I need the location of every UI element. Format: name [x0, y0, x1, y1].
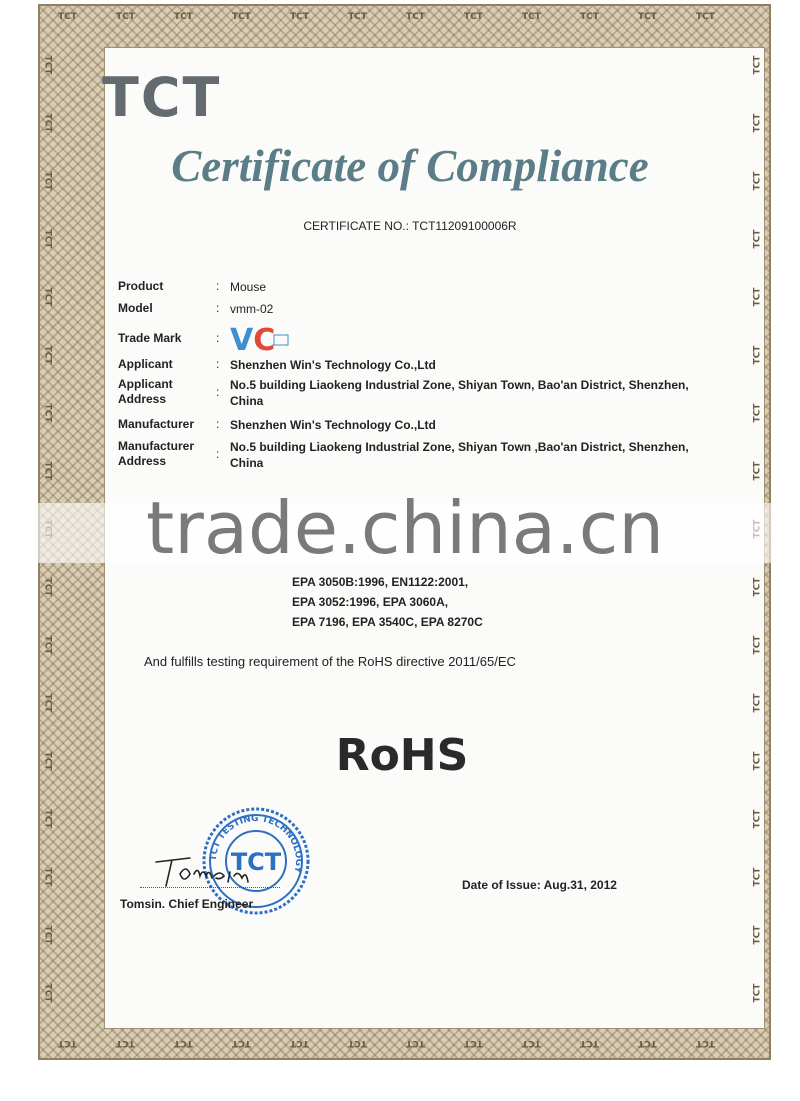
border-tag: TCT — [638, 12, 657, 22]
border-tag: TCT — [174, 1038, 193, 1048]
field-label: Applicant — [118, 357, 173, 371]
border-tag: TCT — [752, 345, 763, 365]
signature-script: Tomsin — [150, 852, 154, 853]
border-tag: TCT — [42, 751, 53, 771]
field-label: Applicant Address — [118, 377, 173, 406]
border-tag: TCT — [42, 403, 53, 423]
certificate-fields — [118, 279, 708, 479]
border-tag: TCT — [42, 693, 53, 713]
signer-name: Tomsin. Chief Engineer — [120, 897, 254, 911]
seal-ring-text: TCT TESTING TECHNOLOGY — [208, 813, 304, 874]
border-tag: TCT — [42, 461, 53, 481]
field-label: Model — [118, 301, 153, 315]
field-value: vmm-02 — [230, 302, 274, 316]
border-tag: TCT — [752, 229, 763, 249]
certificate-number: CERTIFICATE NO.: TCT11209100006R — [303, 219, 517, 233]
field-applicant — [118, 357, 708, 377]
field-value: No.5 building Liaokeng Industrial Zone, Shiyan Town, Bao'an District, Shenzhen, China — [230, 378, 689, 408]
border-tag: TCT — [174, 12, 193, 22]
svg-text:VC — [230, 323, 275, 353]
border-tag: TCT — [42, 983, 53, 1003]
border-tag: TCT — [696, 1038, 715, 1048]
border-tag: TCT — [58, 12, 77, 22]
border-tag: TCT — [752, 635, 763, 655]
standard-line: EPA 3050B:1996, EN1122:2001, — [292, 575, 469, 589]
border-tag: TCT — [580, 12, 599, 22]
border-tag: TCT — [42, 635, 53, 655]
field-label: Manufacturer — [118, 417, 195, 431]
border-tag: TCT — [116, 12, 135, 22]
border-tag: TCT — [42, 809, 53, 829]
field-value: Mouse — [230, 280, 267, 294]
border-tag: TCT — [696, 12, 715, 22]
field-label: Product — [118, 279, 164, 293]
tct-logo: TCT — [102, 66, 222, 129]
field-value: Shenzhen Win's Technology Co.,Ltd — [230, 358, 436, 372]
watermark: trade.china.cn — [146, 486, 664, 570]
border-tag: TCT — [42, 171, 53, 191]
standard-line: EPA 3052:1996, EPA 3060A, — [292, 595, 449, 609]
border-tag: TCT — [464, 1038, 483, 1048]
border-tag: TCT — [638, 1038, 657, 1048]
field-colon: : — [216, 447, 220, 461]
border-tag: TCT — [42, 925, 53, 945]
border-tag: TCT — [752, 925, 763, 945]
border-tag: TCT — [42, 345, 53, 365]
border-tag: TCT — [752, 55, 763, 75]
field-model — [118, 301, 708, 323]
field-colon: : — [216, 417, 220, 431]
border-tag: TCT — [464, 12, 483, 22]
border-tag: TCT — [232, 1038, 251, 1048]
field-colon: : — [216, 331, 220, 345]
border-tag: TCT — [232, 12, 251, 22]
field-colon: : — [216, 279, 220, 293]
border-tag: TCT — [752, 577, 763, 597]
field-manufacturer-address — [118, 439, 708, 479]
border-tag: TCT — [42, 55, 53, 75]
field-product — [118, 279, 708, 301]
field-colon: : — [216, 301, 220, 315]
field-applicant-address — [118, 377, 708, 417]
border-tag: TCT — [42, 229, 53, 249]
field-colon: : — [216, 357, 220, 371]
border-tag: TCT — [752, 461, 763, 481]
trademark-c: C — [253, 323, 276, 353]
border-tag: TCT — [752, 113, 763, 133]
signature-line — [140, 887, 280, 888]
border-tag: TCT — [42, 113, 53, 133]
field-colon: : — [216, 385, 220, 399]
field-label: Trade Mark — [118, 331, 182, 345]
trademark-v: V — [230, 323, 254, 353]
field-value: No.5 building Liaokeng Industrial Zone, Shiyan Town ,Bao'an District, Shenzhen, China — [230, 440, 689, 470]
border-tag: TCT — [522, 1038, 541, 1048]
border-tag: TCT — [348, 1038, 367, 1048]
standards-list — [292, 572, 483, 632]
border-tag: TCT — [580, 1038, 599, 1048]
standard-line: EPA 7196, EPA 3540C, EPA 8270C — [292, 615, 483, 629]
field-trade-mark — [118, 323, 708, 357]
field-manufacturer — [118, 417, 708, 439]
field-value: Shenzhen Win's Technology Co.,Ltd — [230, 418, 436, 432]
border-tag: TCT — [116, 1038, 135, 1048]
border-tag: TCT — [348, 12, 367, 22]
border-tag: TCT — [406, 12, 425, 22]
field-value — [230, 323, 708, 357]
border-tag: TCT — [406, 1038, 425, 1048]
border-tag: TCT — [752, 983, 763, 1003]
border-tag: TCT — [752, 867, 763, 887]
border-tag: TCT — [58, 1038, 77, 1048]
border-tag: TCT — [752, 751, 763, 771]
border-tag: TCT — [42, 577, 53, 597]
border-tag: TCT — [752, 693, 763, 713]
trademark-logo-icon — [230, 323, 300, 353]
fulfills-statement: And fulfills testing requirement of the RoHS directive 2011/65/EC — [144, 654, 516, 669]
border-tag: TCT — [42, 287, 53, 307]
border-tag: TCT — [290, 12, 309, 22]
border-tag: TCT — [752, 809, 763, 829]
border-tag: TCT — [752, 403, 763, 423]
border-tag: TCT — [290, 1038, 309, 1048]
certificate-title: Certificate of Compliance — [171, 141, 649, 191]
signature — [150, 852, 260, 892]
border-tag: TCT — [752, 287, 763, 307]
field-label: Manufacturer Address — [118, 439, 195, 468]
date-of-issue: Date of Issue: Aug.31, 2012 — [462, 878, 617, 892]
border-tag: TCT — [522, 12, 541, 22]
seal-text: TCT — [230, 848, 282, 876]
rohs-mark: RoHS — [335, 730, 469, 781]
border-tag: TCT — [42, 867, 53, 887]
border-tag: TCT — [752, 171, 763, 191]
